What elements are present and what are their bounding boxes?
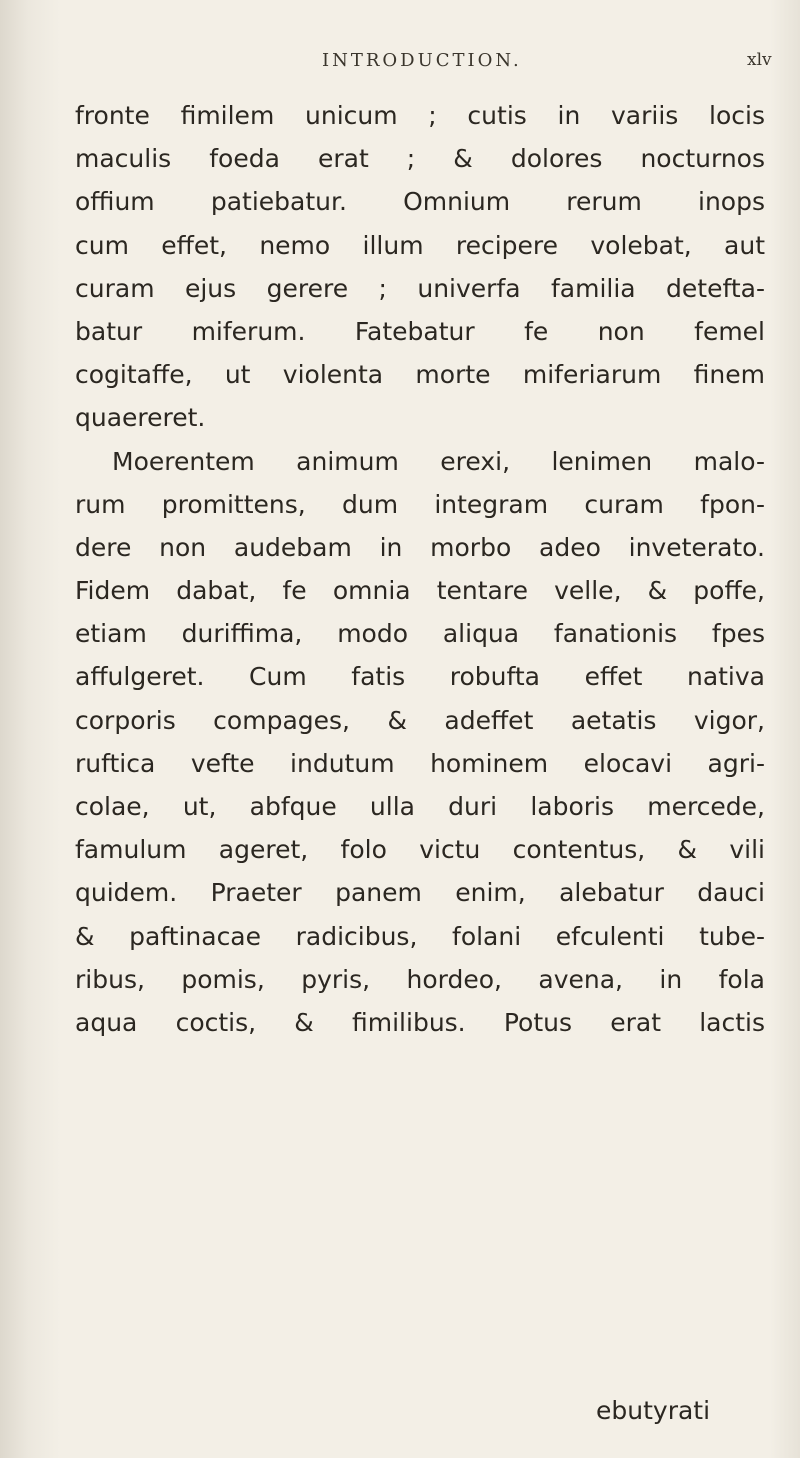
- text-line: Moerentem animum erexi, lenimen malo-: [112, 446, 765, 476]
- text-line: curam ejus gerere ; univerfa familia detefta-: [75, 273, 765, 303]
- text-line: quaereret.: [75, 403, 206, 433]
- text-line: colae, ut, abfque ulla duri laboris mercede,: [75, 792, 765, 821]
- text-line: cum effet, nemo illum recipere volebat, aut: [75, 230, 765, 260]
- text-line: rum promittens, dum integram curam fpon-: [75, 489, 765, 519]
- text-line: corporis compages, & adeffet aetatis vigor,: [75, 705, 765, 735]
- text-line: Fidem dabat, fe omnia tentare velle, & poffe,: [75, 576, 765, 606]
- text-line: famulum ageret, folo victu contentus, & vili: [75, 835, 765, 865]
- text-line: dere non audebam in morbo adeo inveterato.: [75, 532, 765, 562]
- text-line: cogitaffe, ut violenta morte miferiarum finem: [75, 360, 765, 390]
- body-text: [75, 94, 765, 1044]
- text-line: etiam duriffima, modo aliqua fanationis fpes: [75, 619, 765, 649]
- page-number: xlv: [747, 50, 772, 70]
- text-line: maculis foeda erat ; & dolores nocturnos: [75, 144, 765, 174]
- text-line: aqua coctis, & fimilibus. Potus erat lactis: [75, 1007, 765, 1037]
- text-line: ruftica vefte indutum hominem elocavi agri-: [75, 748, 765, 778]
- text-line: & paftinacae radicibus, folani efculenti tube-: [75, 921, 765, 951]
- catchword: ebutyrati: [596, 1396, 711, 1425]
- text-line: fronte fimilem unicum ; cutis in variis locis: [75, 101, 765, 130]
- text-line: affulgeret. Cum fatis robufta effet nativa: [75, 662, 765, 692]
- text-line: quidem. Praeter panem enim, alebatur dauci: [75, 878, 765, 908]
- text-line: offium patiebatur. Omnium rerum inops: [75, 187, 765, 217]
- text-line: ribus, pomis, pyris, hordeo, avena, in fola: [75, 964, 765, 994]
- running-title: INTRODUCTION.: [322, 50, 522, 71]
- text-line: batur miferum. Fatebatur fe non femel: [75, 316, 765, 346]
- running-head: [0, 50, 800, 80]
